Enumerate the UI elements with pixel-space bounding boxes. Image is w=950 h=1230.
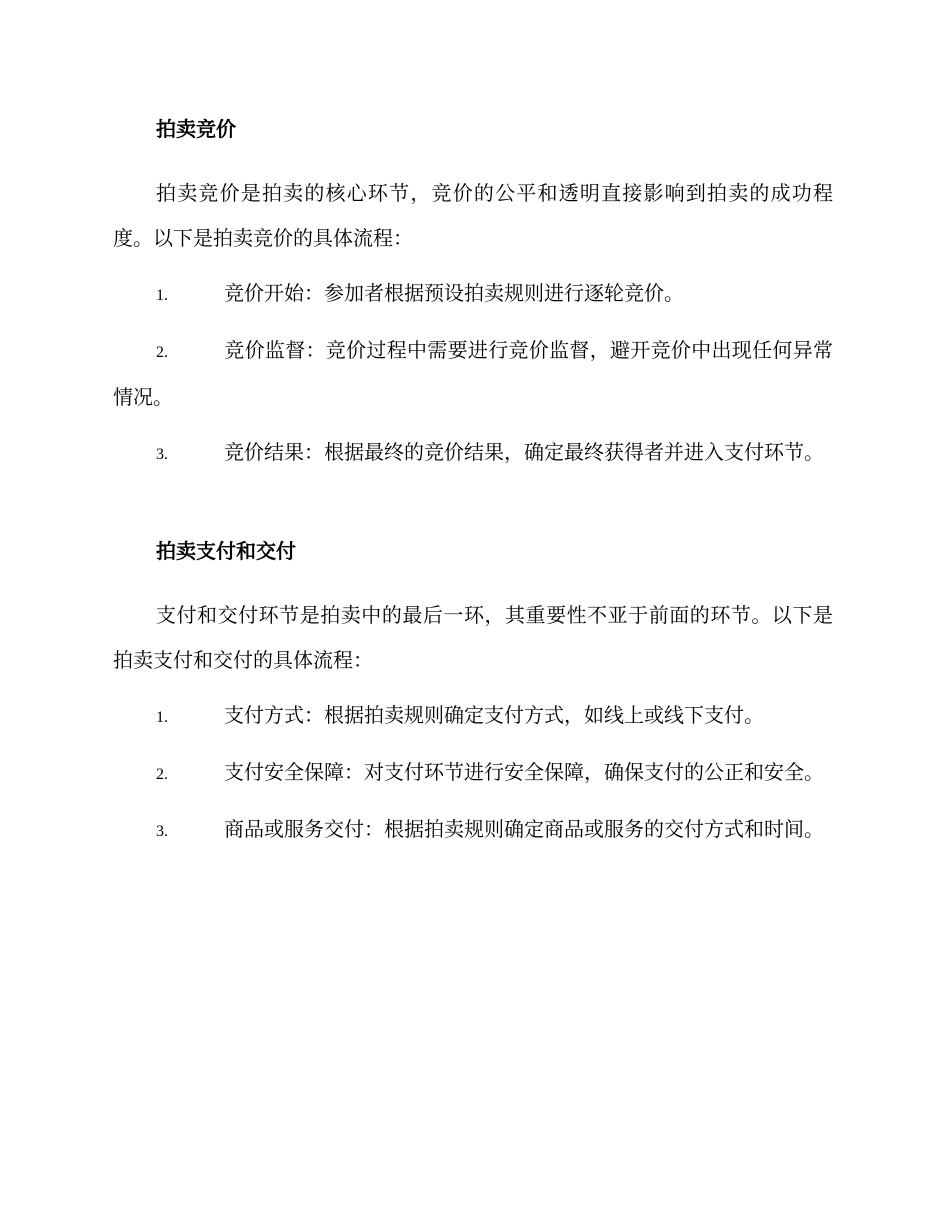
section-bidding	[113, 113, 833, 477]
list-text: 竞价结果：根据最终的竞价结果，确定最终获得者并进入支付环节。	[224, 440, 824, 464]
list-number: 3.	[156, 446, 168, 463]
list-number: 3.	[156, 823, 168, 840]
list-item	[113, 807, 833, 854]
list-text: 支付安全保障：对支付环节进行安全保障，确保支付的公正和安全。	[224, 760, 824, 784]
section-intro: 支付和交付环节是拍卖中的最后一环，其重要性不亚于前面的环节。以下是拍卖支付和交付的具体流程：	[113, 603, 833, 672]
list-text: 竞价开始：参加者根据预设拍卖规则进行逐轮竞价。	[224, 281, 684, 305]
section-heading: 拍卖竞价	[156, 117, 236, 141]
list-item	[113, 430, 833, 477]
list-number: 2.	[156, 766, 168, 783]
list-item	[113, 328, 833, 420]
list-item	[113, 750, 833, 797]
list-item	[113, 693, 833, 740]
list-text: 商品或服务交付：根据拍卖规则确定商品或服务的交付方式和时间。	[224, 817, 824, 841]
section-payment	[113, 535, 833, 854]
list-text: 竞价监督：竞价过程中需要进行竞价监督，避开竞价中出现任何异常情况。	[113, 338, 833, 409]
list-item	[113, 271, 833, 318]
list-text: 支付方式：根据拍卖规则确定支付方式，如线上或线下支付。	[224, 703, 764, 727]
list-number: 2.	[156, 344, 168, 361]
section-intro: 拍卖竞价是拍卖的核心环节，竞价的公平和透明直接影响到拍卖的成功程度。以下是拍卖竞价的具体流程：	[113, 181, 833, 250]
list-number: 1.	[156, 709, 168, 726]
list-number: 1.	[156, 287, 168, 304]
section-heading: 拍卖支付和交付	[156, 539, 296, 563]
